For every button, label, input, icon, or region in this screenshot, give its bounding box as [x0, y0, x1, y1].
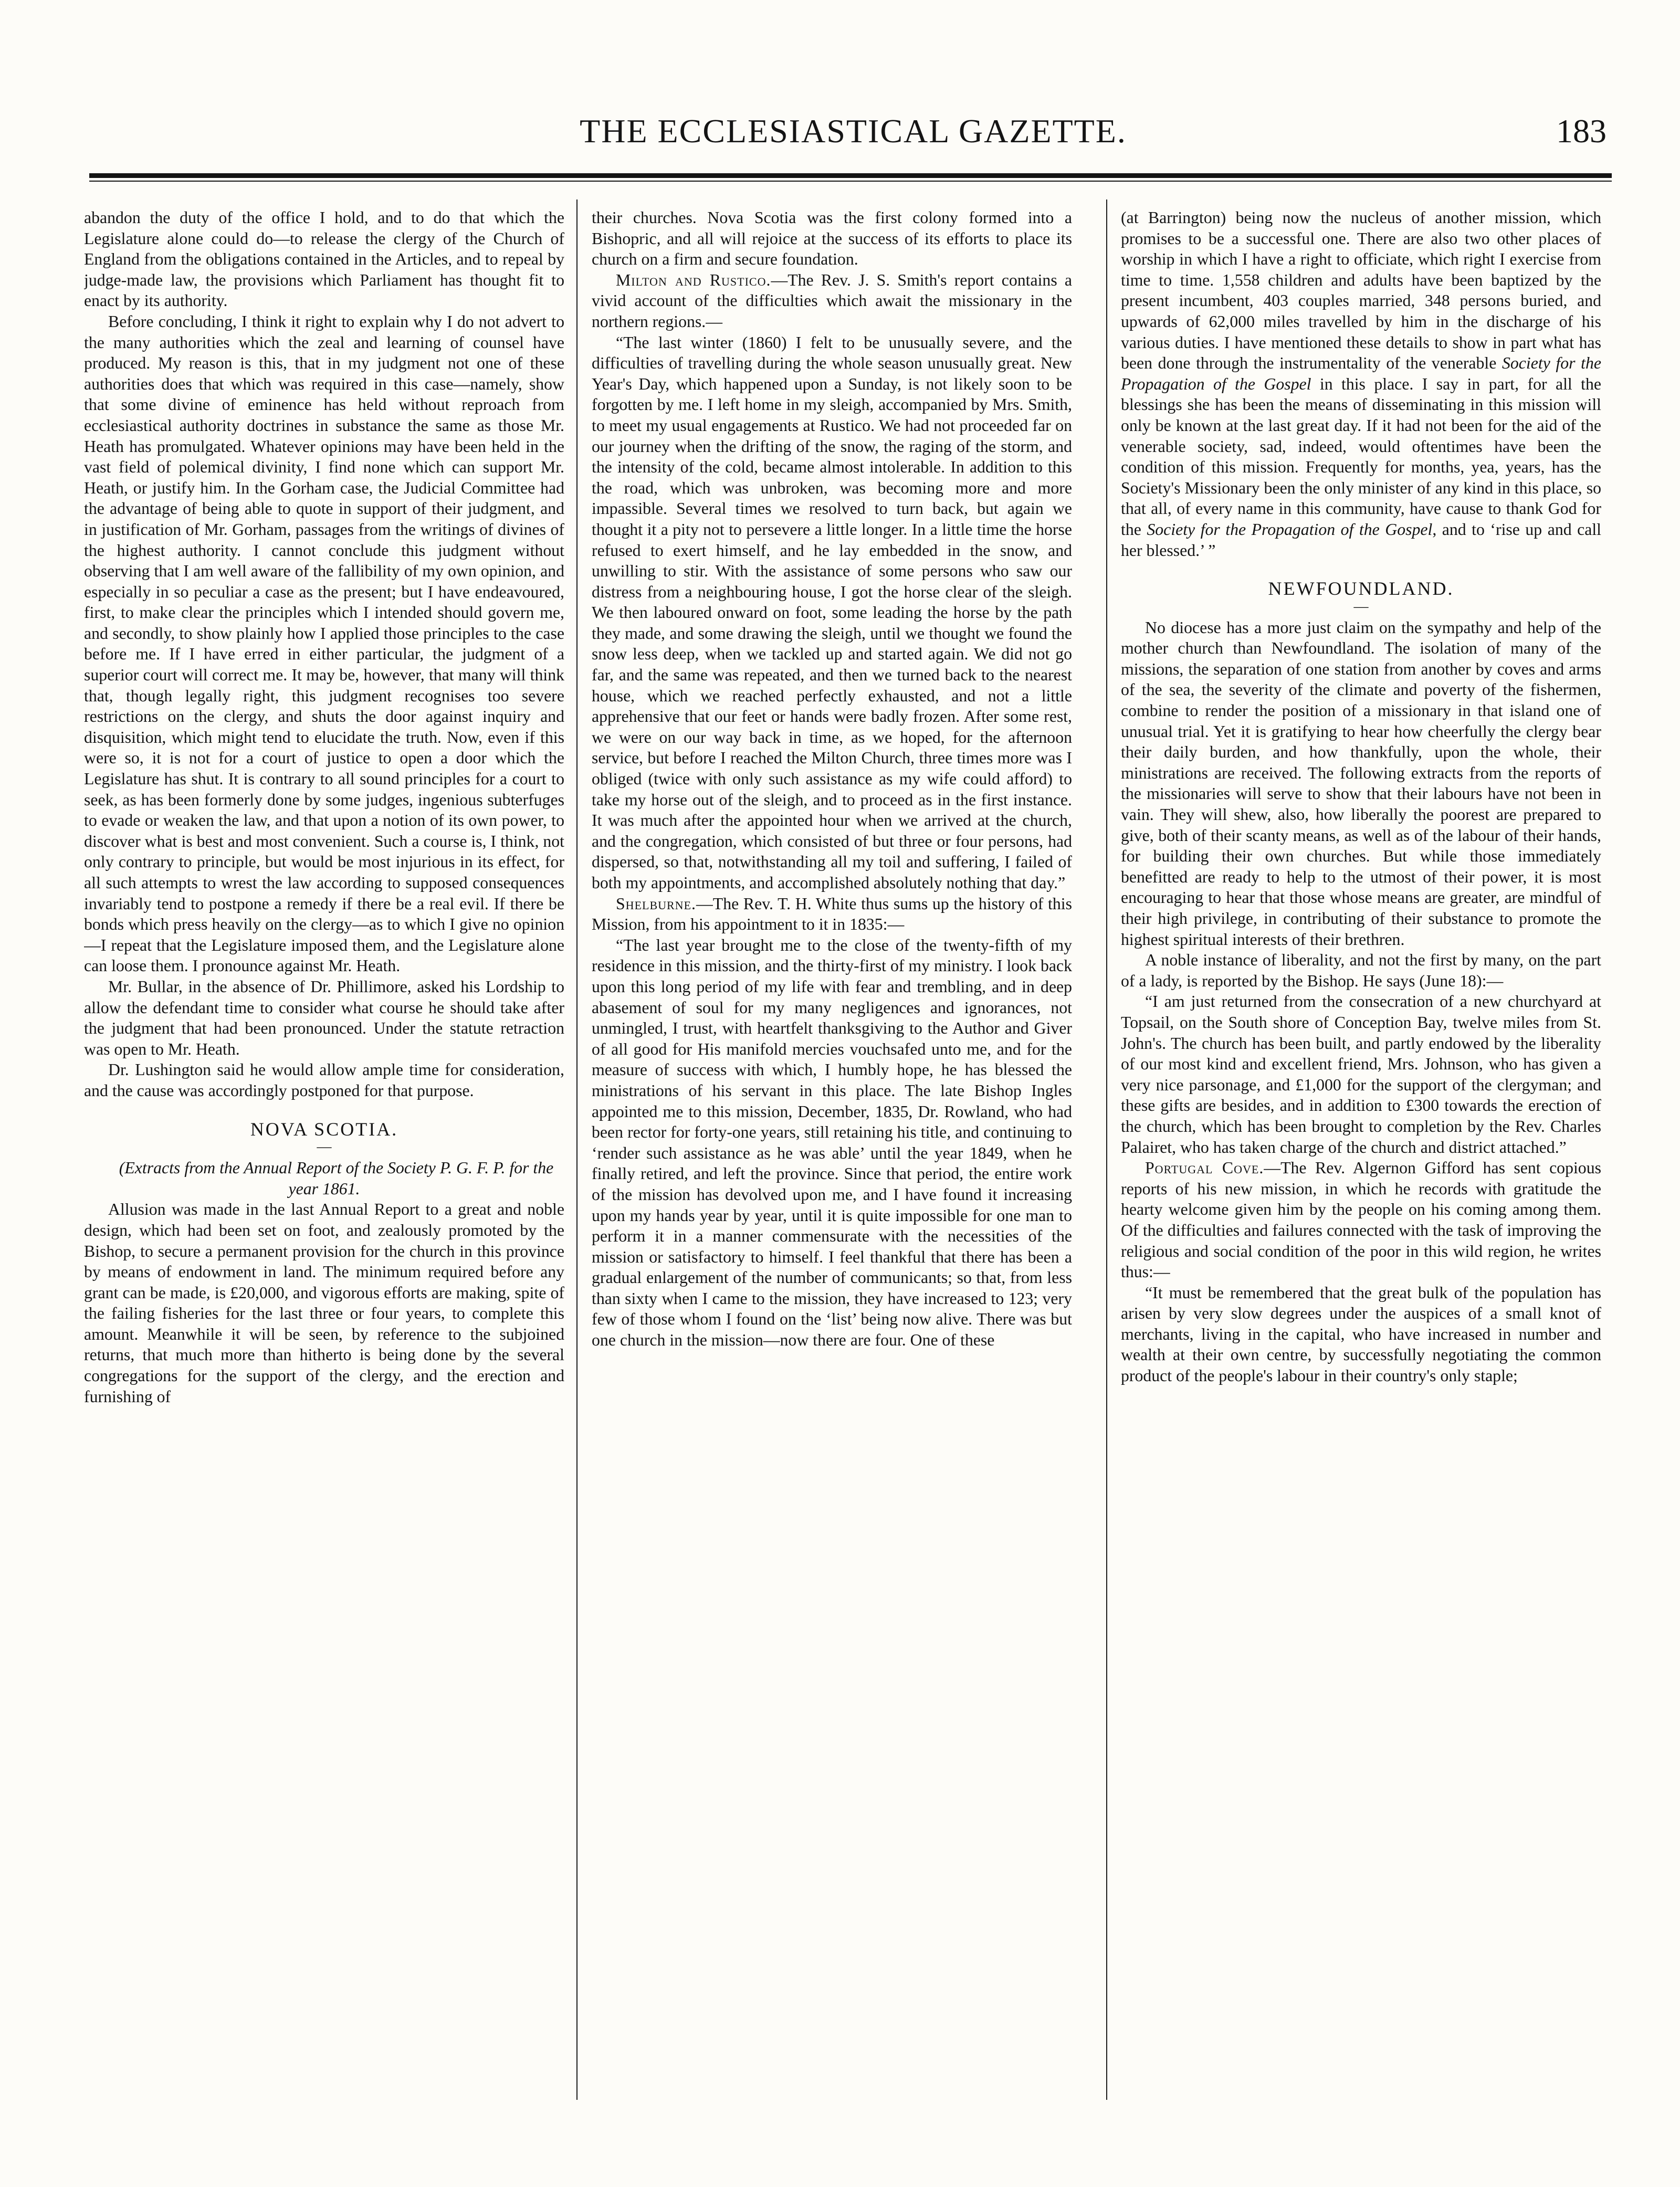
masthead [100, 105, 1606, 163]
column-divider-2 [1106, 199, 1107, 2100]
section-heading-newfoundland: NEWFOUNDLAND. [1268, 578, 1454, 600]
run-in-heading-shelburne: Shelburne. [616, 894, 696, 913]
paragraph: Allusion was made in the last Annual Report to a great and noble design, which had been set on foot, and zealously promoted by the Bishop, to secure a permanent provision for the church in this province by means of endowment in land. The minimum required before any grant can be made, is £20,000, and vigorous efforts are making, spite of the failing fisheries for the last three or four years, to complete this amount. Meanwhile it will be seen, by reference to the subjoined returns, that much more than hitherto is being done by the several congregations for the support of the clergy, and the erection and furnishing of [84, 1200, 564, 1406]
section-subtitle: (Extracts from the Annual Report of the Society P. G. F. P. for the year 1861. [119, 1159, 554, 1198]
paragraph-text: —The Rev. J. S. Smith's report contains a vivid account of the difficulties which await the missionary in the northern regions.— [592, 270, 1072, 331]
paragraph: Before concluding, I think it right to explain why I do not advert to the many authorities which the zeal and learning of counsel have produced. My reason is this, that in my judgment not one of these authorities does that which was required in this case—namely, show that some divine of eminence has held without reproach from ecclesiastical authority doctrines in substance the same as those Mr. Heath has promulgated. Whatever opinions may have been held in the vast field of polemical divinity, I find none which can support Mr. Heath, or justify him. In the Gorham case, the Judicial Committee had the advantage of being able to quote in support of their judgment, and in justification of Mr. Gorham, passages from the writings of divines of the highest authority. I cannot conclude this judgment without observing that I am well aware of the fallibility of my own opinion, and especially in so peculiar a case as the present; but I have endeavoured, first, to make clear the principles which I intended should govern me, and secondly, to show plainly how I applied those principles to the case before me. If I have erred in either particular, the judgment of a superior court will correct me. It may be, however, that many will think that, though legally right, this judgment recognises too severe restrictions on the clergy, and shuts the door against inquiry and disquisition, which might tend to elucidate the truth. Now, even if this were so, it is not for a court of justice to open a door which the Legislature has shut. It is contrary to all sound principles for a court to seek, as has been formerly done by some judges, ingenious subterfuges to evade or weaken the law, and that upon a notion of its own power, to discover what is best and most convenient. Such a course is, I think, not only contrary to principle, but would be most injurious in its effect, for all such attempts to wrest the law according to supposed consequences invariably tend to postpone a remedy if there be a real evil. If there be bonds which press heavily on the clergy—as to which I give no opinion—I repeat that the Legislature imposed them, and the Legislature alone can loose them. I pronounce against Mr. Heath. [84, 312, 564, 975]
paragraph: Dr. Lushington said he would allow ample time for consideration, and the cause was accordingly postponed for that purpose. [84, 1060, 564, 1100]
paragraph [1121, 1158, 1601, 1282]
paragraph: “The last year brought me to the close of the twenty-fifth of my residence in this mission, and the thirty-first of my ministry. I look back upon this long period of my life with fear and trembling, and in deep abasement of soul for my many negligences and ignorances, not unmingled, I trust, with heartfelt thanksgiving to the Author and Giver of all good for His manifold mercies vouchsafed unto me, and for the measure of success with which, I humbly hope, he has blessed the ministrations of his servant in this place. The late Bishop Ingles appointed me to this mission, December, 1835, Dr. Rowland, who had been rector for forty-one years, still retaining his title, and continuing to ‘render such assistance as he was able’ until the year 1849, when he finally retired, and left the province. Since that period, the entire work of the mission has devolved upon me, and I have found it increasing upon my hands year by year, until it is quite impossible for one man to perform it in a manner commensurate with the necessities of the mission or satisfactory to himself. I feel thankful that there has been a gradual enlargement of the number of communicants; so that, from less than sixty when I came to the mission, they have increased to 123; very few of those whom I found on the ‘list’ being now alive. There was but one church in the mission—now there are four. One of these [592, 935, 1072, 1350]
paragraph-text: in this place. I say in part, for all the blessings she has been the means of disseminating in this mission will only be known at the last great day. If it had not been for the aid of the venerable society, sad, indeed, would oftentimes have been the condition of this mission. Frequently for months, yea, years, has the Society's Missionary been the only minister of any kind in this place, so that all, of every name in this community, have cause to thank God for the [1121, 374, 1601, 539]
run-in-heading-milton: Milton and Rustico. [616, 270, 771, 289]
paragraph: “The last winter (1860) I felt to be unusually severe, and the difficulties of travelling during the whole season unusually great. New Year's Day, which happened upon a Sunday, is not likely soon to be forgotten by me. I left home in my sleigh, accompanied by Mrs. Smith, to meet my usual engagements at Rustico. We had not proceeded far on our journey when the drifting of the snow, the raging of the storm, and the intensity of the cold, became almost intolerable. In addition to this the road, which was unbroken, was becoming more and more impassible. Several times we resolved to turn back, but again we thought it a pity not to persevere a little longer. In a little time the horse refused to exert himself, and he lay embedded in the snow, and unwilling to stir. With the assistance of some persons who saw our distress from a neighbouring house, I got the horse clear of the sleigh. We then laboured onward on foot, some leading the horse by the path they made, and some drawing the sleigh, until we thought we found the snow less deep, when we tackled up and started again. We did not go far, and the same was repeated, and then we turned back to the nearest house, which we reached perfectly exhausted, and not a little apprehensive that our feet or hands were badly frozen. After some rest, we were on our way back in time, as we hoped, for the afternoon service, but before I reached the Milton Church, three times more was I obliged (twice with only such assistance as my wife could afford) to take my horse out of the sleigh, and to proceed as in the first instance. It was much after the appointed hour when we arrived at the church, and the congregation, which consisted of but three or four persons, had dispersed, so that, notwithstanding all my toil and suffering, I failed of both my appointments, and accomplished absolutely nothing that day.” [592, 333, 1072, 892]
paragraph: A noble instance of liberality, and not the first by many, on the part of a lady, is reported by the Bishop. He says (June 18):— [1121, 951, 1601, 990]
paragraph: Mr. Bullar, in the absence of Dr. Phillimore, asked his Lordship to allow the defendant time to consider what course he should take after the judgment that had been pronounced. Under the statute retraction was open to Mr. Heath. [84, 977, 564, 1058]
paragraph-text: (at Barrington) being now the nucleus of another mission, which promises to be a successful one. There are also two other places of worship in which I have a right to officiate, which right I exercise from time to time. 1,558 children and adults have been baptized by the present incumbent, 403 couples married, 348 persons buried, and upwards of 62,000 miles travelled by him in the discharge of his various duties. I have mentioned these details to show in part what has been done through the instrumentality of the venerable [1121, 208, 1601, 373]
page-number: 183 [1556, 112, 1606, 150]
italic-society-name: Society for the Propagation of the Gospel [1147, 520, 1433, 539]
paragraph [1121, 207, 1601, 561]
run-in-heading-portugal-cove: Portugal Cove. [1145, 1159, 1264, 1177]
paragraph: “It must be remembered that the great bulk of the population has arisen by very slow degrees under the auspices of a small knot of merchants, living in the capital, who have increased in number and wealth at their own centre, by successfully negotiating the common product of the people's labour in their country's only staple; [1121, 1283, 1601, 1385]
header-rule-thin [89, 181, 1612, 182]
paragraph: their churches. Nova Scotia was the first colony formed into a Bishopric, and all will rejoice at the success of its efforts to place its church on a firm and secure foundation. [592, 208, 1072, 269]
paragraph [592, 270, 1072, 332]
paragraph-text: —The Rev. T. H. White thus sums up the history of this Mission, from his appointment to it in 1835:— [592, 894, 1072, 934]
paragraph-text: , and to ‘rise up and call her blessed.’ ” [1121, 520, 1601, 560]
column-divider-1 [576, 199, 578, 2100]
paragraph [592, 893, 1072, 935]
column-1 [84, 207, 564, 2097]
column-2 [592, 207, 1072, 2097]
newspaper-title: THE ECCLESIASTICAL GAZETTE. [580, 112, 1127, 150]
heading-dash: — [1353, 598, 1369, 615]
paragraph-text: —The Rev. Algernon Gifford has sent copious reports of his new mission, in which he records with gratitude the hearty welcome given him by the people on his coming among them. Of the difficulties and failures connected with the task of improving the religious and social condition of the poor in this wild region, he writes thus:— [1121, 1159, 1601, 1281]
section-heading-nova-scotia: NOVA SCOTIA. [250, 1118, 398, 1140]
column-3 [1121, 207, 1601, 2097]
heading-dash: — [317, 1139, 332, 1155]
paragraph: No diocese has a more just claim on the sympathy and help of the mother church than Newfoundland. The isolation of many of the missions, the separation of one station from another by coves and arms of the sea, the severity of the climate and poverty of the fishermen, combine to render the position of a missionary in that island one of unusual trial. Yet it is gratifying to hear how cheerfully the clergy bear their daily burden, and how thankfully, upon the whole, their ministrations are received. The following extracts from the reports of the missionaries will serve to show that their labours have not been in vain. They will shew, also, how liberally the poorest are prepared to give, both of their scanty means, as well as of the labour of their hands, for building their own churches. But while those immediately benefitted are ready to help to the utmost of their power, it is most encouraging to hear that those whose means are greater, are mindful of their high privilege, in contributing of their substance to promote the highest spiritual interests of their brethren. [1121, 618, 1601, 949]
header-rule-thick [89, 173, 1612, 178]
paragraph: “I am just returned from the consecration of a new churchyard at Topsail, on the South shore of Conception Bay, twelve miles from St. John's. The church has been built, and partly endowed by the liberality of our most kind and excellent friend, Mrs. Johnson, who has given a very nice parsonage, and £1,000 for the support of the clergyman; and these gifts are besides, and in addition to £300 towards the erection of the church, which has been brought to completion by the Rev. Charles Palairet, who has taken charge of the church and district attached.” [1121, 992, 1601, 1156]
paragraph: abandon the duty of the office I hold, and to do that which the Legislature alone could do—to release the clergy of the Church of England from the obligations contained in the Articles, and to repeal by judge-made law, the provisions which Parliament has thought fit to enact by its authority. [84, 208, 564, 310]
italic-society-name: Society for the Propagation of the Gospel [1121, 354, 1601, 393]
